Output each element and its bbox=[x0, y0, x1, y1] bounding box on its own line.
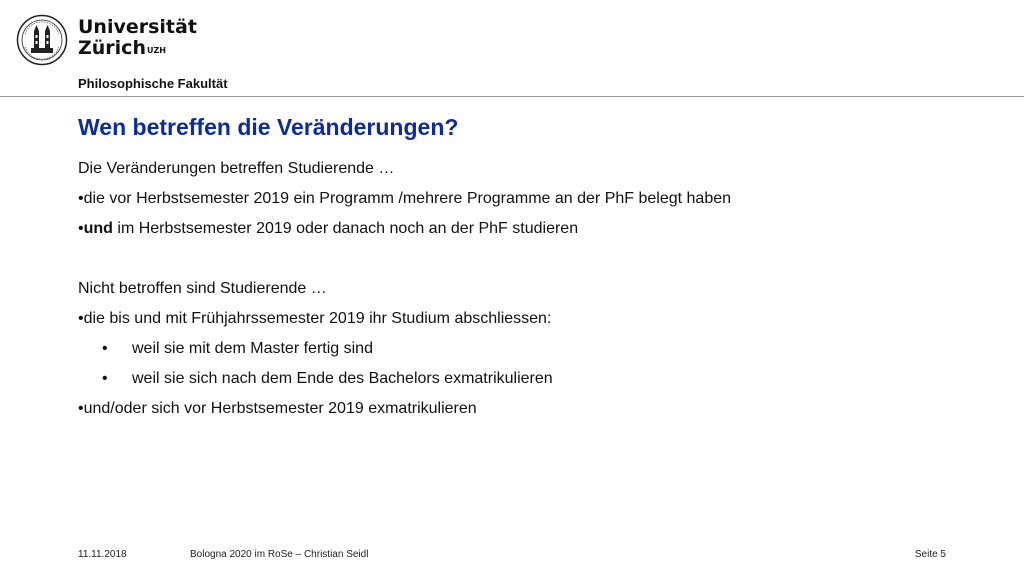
logo-line-2 bbox=[78, 38, 197, 59]
affected-bullet-2: •und im Herbstsemester 2019 oder danach noch an der PhF studieren bbox=[78, 220, 579, 237]
footer-title: Bologna 2020 im RoSe – Christian Seidl bbox=[190, 549, 369, 560]
affected-bullet-2-bold: und bbox=[83, 220, 113, 237]
sub-bullet-marker: • bbox=[102, 370, 108, 387]
faculty-name: Philosophische Fakultät bbox=[78, 76, 228, 91]
sub-bullet-1 bbox=[78, 334, 998, 364]
not-affected-intro: Nicht betroffen sind Studierende … bbox=[78, 280, 327, 297]
footer-page-number: Seite 5 bbox=[914, 549, 946, 560]
header-divider bbox=[0, 96, 1024, 97]
logo-line-1: Universität bbox=[78, 16, 197, 38]
affected-bullet-2-text: im Herbstsemester 2019 oder danach noch an der PhF studieren bbox=[112, 220, 579, 237]
university-wordmark bbox=[78, 17, 197, 59]
affected-bullet-1: •die vor Herbstsemester 2019 ein Programm /mehrere Programme an der PhF belegt haben bbox=[78, 190, 732, 207]
spacer bbox=[78, 244, 998, 274]
sub-bullet-1-text: weil sie mit dem Master fertig sind bbox=[132, 340, 373, 357]
slide-title: Wen betreffen die Veränderungen? bbox=[78, 114, 459, 140]
slide-body bbox=[78, 154, 998, 424]
intro-text: Die Veränderungen betreffen Studierende … bbox=[78, 160, 395, 177]
not-affected-bullet-1: •die bis und mit Frühjahrssemester 2019 ihr Studium abschliessen: bbox=[78, 310, 552, 327]
sub-bullet-marker: • bbox=[102, 340, 108, 357]
footer-date: 11.11.2018 bbox=[78, 549, 127, 560]
university-seal-logo bbox=[16, 14, 68, 66]
sub-bullet-2-text: weil sie sich nach dem Ende des Bachelors exmatrikulieren bbox=[132, 370, 553, 387]
sub-bullet-2 bbox=[78, 364, 998, 394]
not-affected-bullet-2: •und/oder sich vor Herbstsemester 2019 exmatrikulieren bbox=[78, 400, 477, 417]
logo-superscript: UZH bbox=[146, 46, 166, 55]
logo-line-2-text: Zürich bbox=[78, 37, 146, 59]
